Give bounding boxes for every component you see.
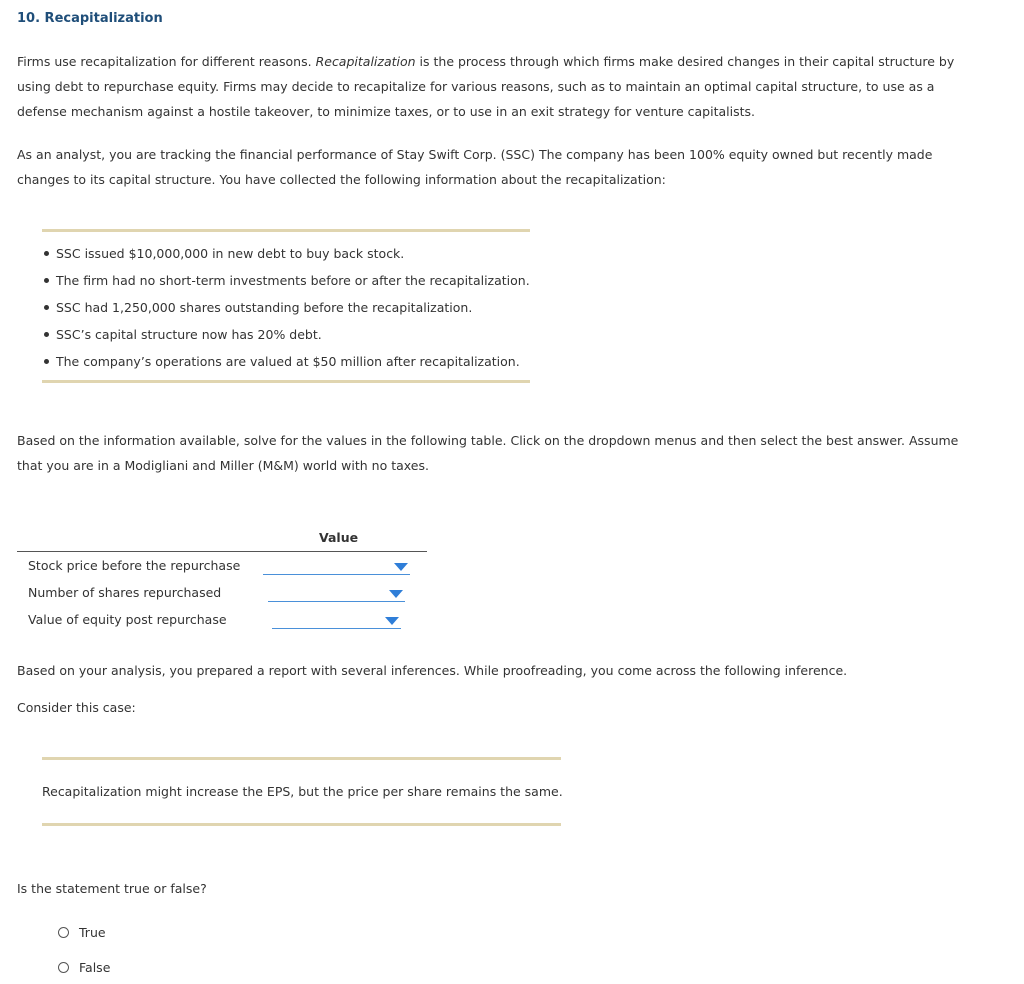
row-label-stock-price: Stock price before the repurchase xyxy=(28,558,241,573)
option-false[interactable] xyxy=(58,960,110,975)
intro-text-start: Firms use recapitalization for different reasons. xyxy=(17,54,316,69)
table-header xyxy=(17,530,427,552)
intro-paragraph xyxy=(17,49,972,124)
stock-price-dropdown[interactable] xyxy=(263,558,410,575)
chevron-down-icon xyxy=(385,617,399,625)
fact-item: SSC had 1,250,000 shares outstanding before the recapitalization. xyxy=(44,294,530,321)
radio-button-false[interactable] xyxy=(58,962,69,973)
row-label-equity-value: Value of equity post repurchase xyxy=(28,612,227,627)
chevron-down-icon xyxy=(389,590,403,598)
facts-bottom-rule xyxy=(42,380,530,383)
shares-repurchased-dropdown[interactable] xyxy=(268,585,405,602)
fact-item: SSC’s capital structure now has 20% debt. xyxy=(44,321,530,348)
radio-button-true[interactable] xyxy=(58,927,69,938)
quote-top-rule xyxy=(42,757,561,760)
fact-item: The company’s operations are valued at $50 million after recapitalization. xyxy=(44,348,530,375)
value-column-header: Value xyxy=(319,530,359,545)
instructions-paragraph: Based on the information available, solve for the values in the following table. Click on the dropdown menus and then select the best answer. Assume that you are in a Modigliani and Miller (M&M) world with no taxes. xyxy=(17,433,959,473)
analysis-paragraph: Based on your analysis, you prepared a report with several inferences. While proofreading, you come across the following inference. xyxy=(17,663,848,678)
scenario-paragraph: As an analyst, you are tracking the financial performance of Stay Swift Corp. (SSC) The company has been 100% equity owned but recently made changes to its capital structure. You have collected the following information about the recapitalization: xyxy=(17,147,933,187)
fact-item: SSC issued $10,000,000 in new debt to buy back stock. xyxy=(44,240,530,267)
intro-term: Recapitalization xyxy=(315,54,416,69)
chevron-down-icon xyxy=(394,563,408,571)
page-title: 10. Recapitalization xyxy=(17,11,163,26)
inference-statement: Recapitalization might increase the EPS, but the price per share remains the same. xyxy=(42,784,563,799)
fact-item: The firm had no short-term investments before or after the recapitalization. xyxy=(44,267,530,294)
facts-list xyxy=(44,240,530,375)
equity-value-dropdown[interactable] xyxy=(272,612,401,629)
row-label-shares-repurchased: Number of shares repurchased xyxy=(28,585,222,600)
case-intro: Consider this case: xyxy=(17,700,136,715)
option-true[interactable] xyxy=(58,925,106,940)
intro-text-end: is the process through which firms make desired changes in their capital structure by using debt to repurchase equity. Firms may decide to recapitalize for various reasons, such as to maintain an optimal capital structure, to use as a defense mechanism against a hostile takeover, to minimize taxes, or to use in an exit strategy for venture capitalists. xyxy=(17,54,955,119)
option-true-label: True xyxy=(79,925,106,940)
quote-bottom-rule xyxy=(42,823,561,826)
question-text: Is the statement true or false? xyxy=(17,881,207,896)
option-false-label: False xyxy=(79,960,111,975)
facts-top-rule xyxy=(42,229,530,232)
